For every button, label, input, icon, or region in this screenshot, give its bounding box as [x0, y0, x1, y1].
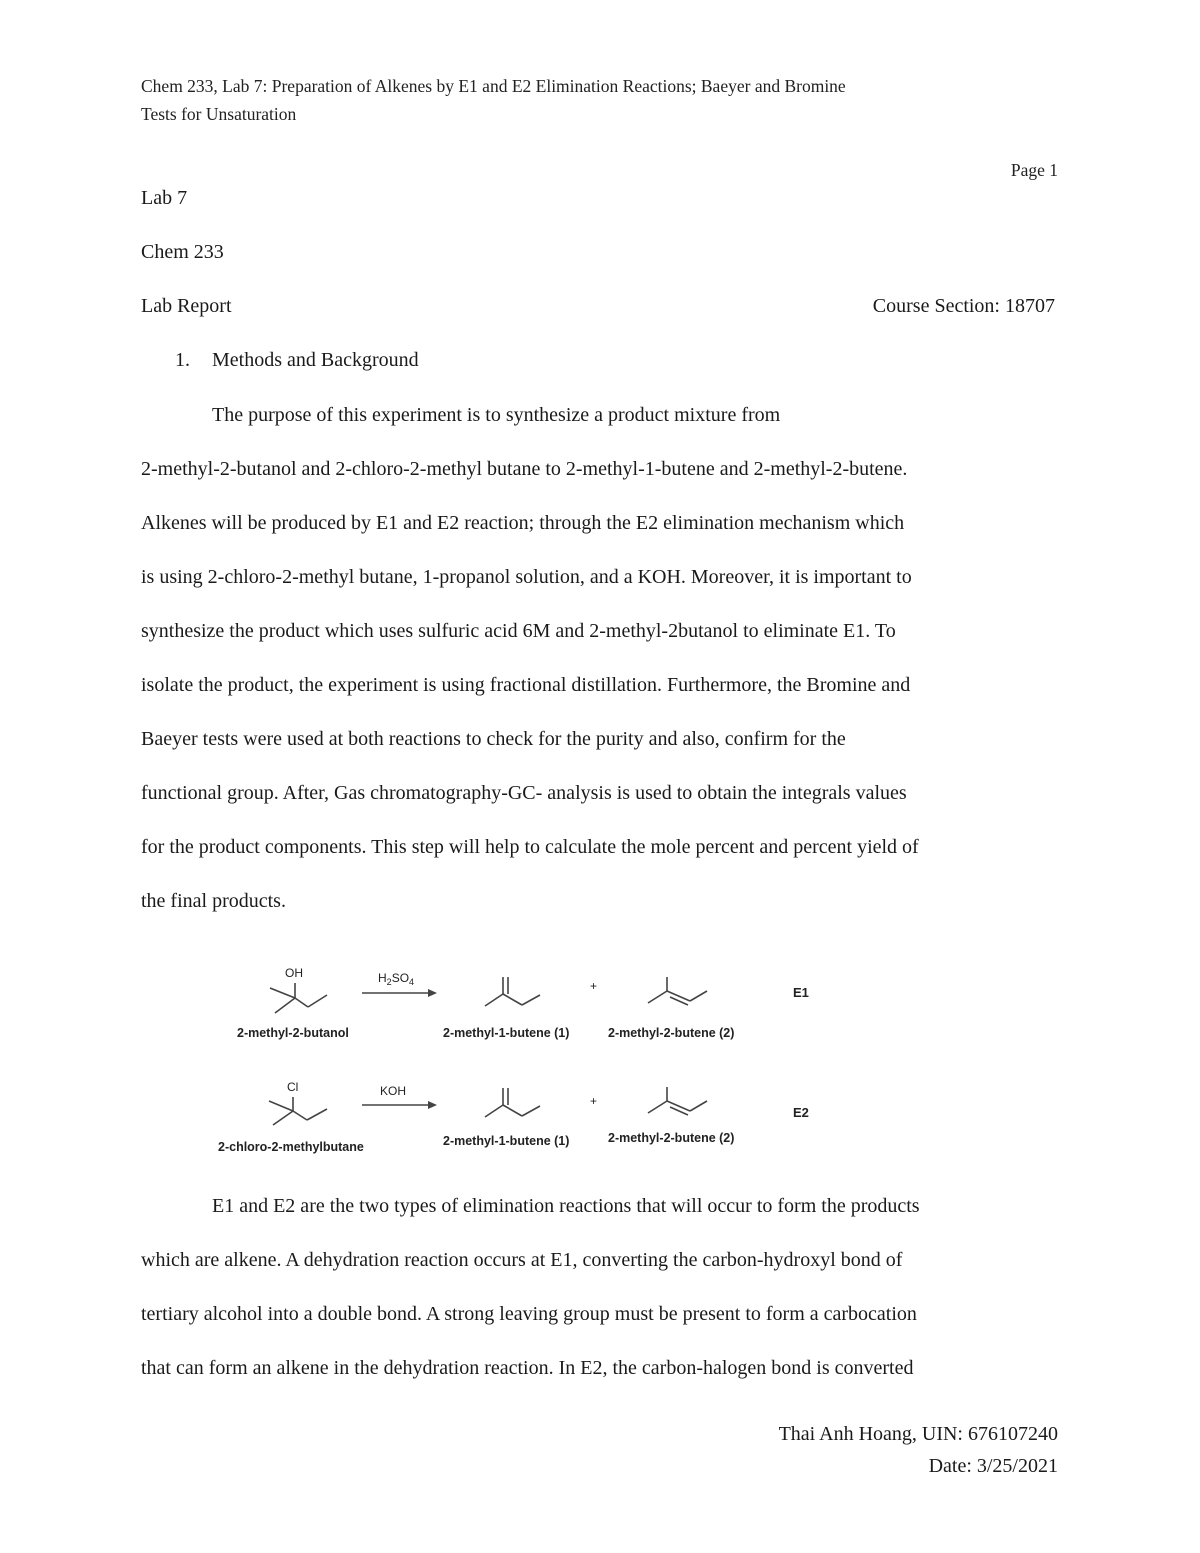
paragraph-1-line: for the product components. This step will help to calculate the mole percent and percent yield of	[141, 836, 919, 858]
2-methyl-1-butene-structure	[485, 1088, 540, 1117]
reaction-scheme	[215, 955, 855, 1165]
plus-sign: +	[590, 1094, 598, 1108]
paragraph-1-line: Baeyer tests were used at both reactions to check for the purity and also, confirm for the	[141, 728, 846, 750]
lab-number: Lab 7	[141, 187, 188, 209]
paragraph-1-line: synthesize the product which uses sulfuric acid 6M and 2-methyl-2butanol to eliminate E1. To	[141, 620, 896, 642]
e1-reagent-label: $H_2SO_4$	[378, 971, 415, 987]
page-number: Page 1	[1010, 160, 1058, 180]
paragraph-2-line: which are alkene. A dehydration reaction occurs at E1, converting the carbon-hydroxyl bond of	[141, 1249, 903, 1271]
paragraph-1-line: The purpose of this experiment is to synthesize a product mixture from	[212, 404, 781, 426]
paragraph-1-line: functional group. After, Gas chromatography-GC- analysis is used to obtain the integrals values	[141, 782, 907, 804]
paragraph-1-line: is using 2-chloro-2-methyl butane, 1-propanol solution, and a KOH. Moreover, it is important to	[141, 566, 912, 588]
author-line: Thai Anh Hoang, UIN: 676107240	[778, 1423, 1058, 1445]
paragraph-1-line: 2-methyl-2-butanol and 2-chloro-2-methyl butane to 2-methyl-1-butene and 2-methyl-2-butene.	[141, 458, 908, 480]
date-line: Date: 3/25/2021	[928, 1455, 1058, 1477]
paragraph-2-line: E1 and E2 are the two types of elimination reactions that will occur to form the products	[212, 1195, 920, 1217]
running-header-line-2: Tests for Unsaturation	[141, 104, 297, 124]
course-name: Chem 233	[141, 241, 224, 263]
running-header	[141, 72, 846, 128]
paragraph-2-line: that can form an alkene in the dehydration reaction. In E2, the carbon-halogen bond is converted	[141, 1357, 914, 1379]
paragraph-1-line: Alkenes will be produced by E1 and E2 reaction; through the E2 elimination mechanism which	[141, 512, 905, 534]
e2-product-2-name: 2-methyl-2-butene (2)	[608, 1131, 735, 1145]
reaction-arrow-icon	[362, 1101, 437, 1109]
e1-product-2-name: 2-methyl-2-butene (2)	[608, 1026, 735, 1040]
e1-reaction-row	[237, 966, 809, 1040]
e1-product-1-name: 2-methyl-1-butene (1)	[443, 1026, 570, 1040]
e2-reaction-row	[218, 1080, 809, 1154]
e2-reagent-label: KOH	[380, 1084, 407, 1098]
2-methyl-2-butene-structure	[648, 1087, 707, 1115]
e2-product-1-name: 2-methyl-1-butene (1)	[443, 1134, 570, 1148]
report-type: Lab Report	[141, 295, 232, 317]
paragraph-1-line: the final products.	[141, 890, 286, 912]
e1-label: E1	[793, 985, 809, 1000]
e2-reactant-name: 2-chloro-2-methylbutane	[218, 1140, 364, 1154]
section-number: 1.	[175, 349, 190, 371]
plus-sign: +	[590, 979, 598, 993]
reaction-arrow-icon	[362, 989, 437, 997]
hydroxyl-group-label: OH	[285, 966, 303, 980]
2-methyl-1-butene-structure	[485, 977, 540, 1006]
e1-reactant-name: 2-methyl-2-butanol	[237, 1026, 349, 1040]
running-header-line-1: Chem 233, Lab 7: Preparation of Alkenes by E1 and E2 Elimination Reactions; Baeyer and Bromine	[141, 76, 846, 96]
paragraph-2-line: tertiary alcohol into a double bond. A strong leaving group must be present to form a carbocation	[141, 1303, 917, 1325]
e2-label: E2	[793, 1105, 809, 1120]
2-chloro-2-methylbutane-structure	[269, 1097, 327, 1125]
2-methyl-2-butanol-structure	[270, 983, 327, 1013]
2-methyl-2-butene-structure	[648, 977, 707, 1005]
course-section: Course Section: 18707	[872, 295, 1055, 317]
chloro-group-label: Cl	[287, 1080, 299, 1094]
paragraph-1-line: isolate the product, the experiment is using fractional distillation. Furthermore, the Bromine and	[141, 674, 911, 696]
section-title: Methods and Background	[212, 349, 419, 371]
